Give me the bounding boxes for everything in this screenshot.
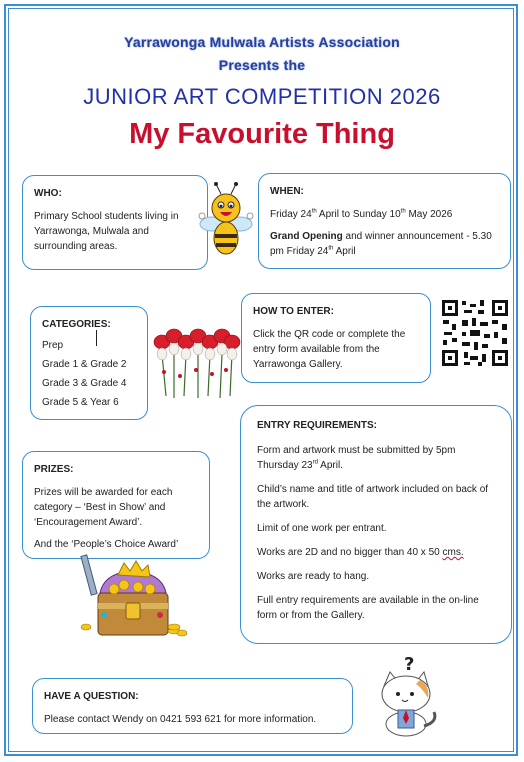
entry-requirements-heading: ENTRY REQUIREMENTS:	[257, 420, 378, 431]
when-box	[258, 173, 511, 269]
when-opening: Grand Opening and winner announcement - 5.30 pm Friday 24th April	[270, 231, 492, 257]
category-item: Grade 1 & Grade 2	[42, 359, 127, 370]
cat-question-icon	[370, 652, 444, 738]
text-cursor	[96, 330, 97, 346]
requirement-deadline: Form and artwork must be submitted by 5pm Thursday 23rd April.	[257, 445, 456, 471]
question-box	[32, 678, 353, 734]
question-text: Please contact Wendy on 0421 593 621 for more information.	[44, 714, 317, 725]
requirement-name-title: Child’s name and title of artwork included on back of the artwork.	[257, 484, 489, 510]
requirement-size: Works are 2D and no bigger than 40 x 50 cms.	[257, 547, 464, 558]
requirement-limit: Limit of one work per entrant.	[257, 523, 387, 534]
prizes-text: Prizes will be awarded for each category – ‘Best in Show’ and ‘Encouragement Award’.	[34, 487, 173, 528]
when-dates: Friday 24th April to Sunday 10th May 2026	[270, 208, 453, 220]
requirement-hang: Works are ready to hang.	[257, 571, 370, 582]
requirement-full: Full entry requirements are available in the on-line form or from the Gallery.	[257, 595, 479, 621]
qr-code-icon[interactable]	[440, 298, 510, 368]
category-item: Grade 5 & Year 6	[42, 397, 119, 408]
who-box	[22, 175, 208, 270]
question-heading: HAVE A QUESTION:	[44, 691, 139, 702]
flowers-icon	[152, 324, 242, 400]
presents-line: Presents the	[218, 57, 306, 73]
prizes-heading: PRIZES:	[34, 464, 74, 475]
treasure-chest-icon	[74, 553, 190, 645]
bee-icon	[194, 180, 258, 260]
how-to-enter-heading: HOW TO ENTER:	[253, 306, 334, 317]
theme-title: My Favourite Thing	[129, 118, 395, 150]
how-to-enter-box	[241, 293, 431, 383]
categories-box	[30, 306, 148, 420]
prizes-box	[22, 451, 210, 559]
who-heading: WHO:	[34, 188, 62, 199]
when-heading: WHEN:	[270, 186, 304, 197]
categories-heading: CATEGORIES:	[42, 319, 111, 330]
peoples-choice-text: And the ‘People’s Choice Award’	[34, 539, 179, 550]
category-item: Prep	[42, 340, 64, 351]
competition-title: JUNIOR ART COMPETITION 2026	[83, 84, 441, 109]
svg-text:?: ?	[404, 654, 415, 675]
org-name: Yarrawonga Mulwala Artists Association	[124, 34, 400, 50]
entry-requirements-box	[240, 405, 512, 644]
who-text: Primary School students living in Yarrawonga, Mulwala and surrounding areas.	[34, 211, 179, 252]
how-to-enter-text: Click the QR code or complete the entry form available from the Yarrawonga Gallery.	[253, 329, 406, 370]
category-item: Grade 3 & Grade 4	[42, 378, 127, 389]
